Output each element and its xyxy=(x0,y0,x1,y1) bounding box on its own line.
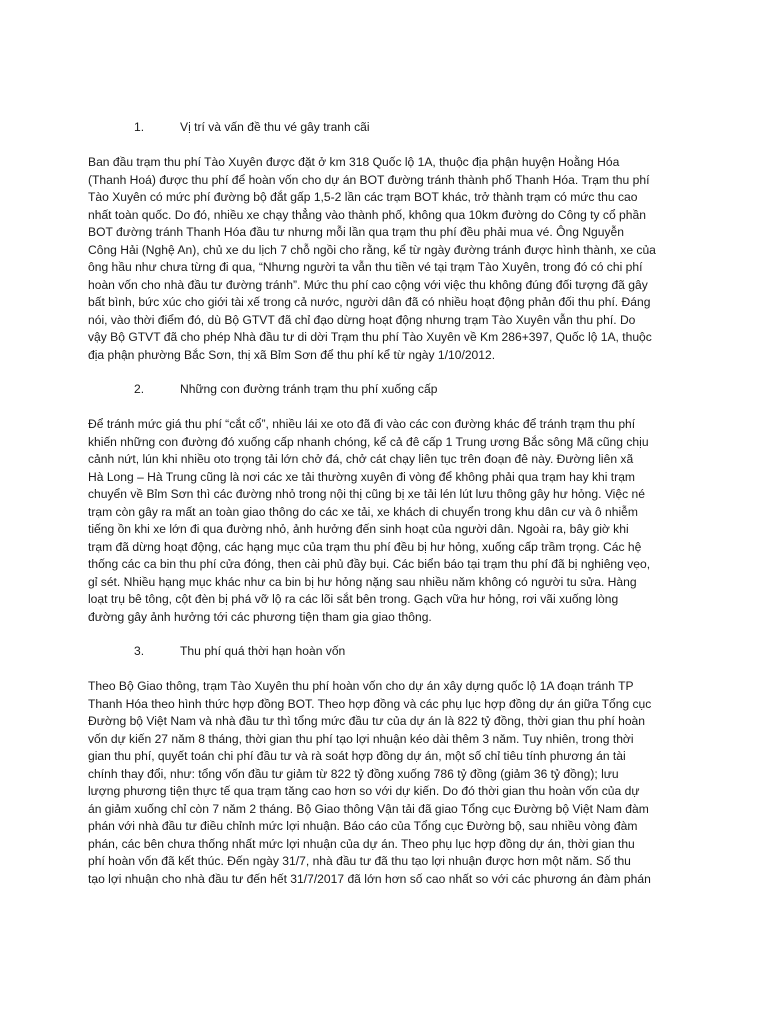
paragraph-line: Theo Bộ Giao thông, trạm Tào Xuyên thu phí hoàn vốn cho dự án xây dựng quốc lộ 1A đoạn tránh TP xyxy=(88,679,634,693)
document-page xyxy=(88,119,684,905)
paragraph-line: ông hầu như chưa từng đi qua, “Nhưng người ta vẫn thu tiền vé tại trạm Tào Xuyên, trong đó có chi phí xyxy=(88,260,643,274)
paragraph-line: hoàn vốn cho nhà đầu tư đường tránh”. Mức thu phí cao cộng với việc thu không đúng đối tượng đã gây xyxy=(88,277,648,292)
paragraph-line: nhất toàn quốc. Do đó, nhiều xe chạy thẳng vào thành phố, không qua 10km đường do Công ty cổ phần xyxy=(88,207,646,222)
paragraph-line: đường gây ảnh hưởng tới các phương tiện tham gia giao thông. xyxy=(88,609,432,624)
paragraph-line: án giảm xuống chỉ còn 7 năm 2 tháng. Bộ Giao thông Vận tải đã giao Tổng cục Đường bộ Việt Nam đàm xyxy=(88,801,649,816)
paragraph-line: nói, vào thời điểm đó, dù Bộ GTVT đã chỉ đạo dừng hoạt động nhưng trạm Tào Xuyên vẫn thu phí. Do xyxy=(88,312,636,327)
section-number: 2. xyxy=(134,382,145,396)
paragraph-line: Thanh Hóa theo hình thức hợp đồng BOT. Theo hợp đồng và các phụ lục hợp đồng dự án giữa Tổng cục xyxy=(88,696,652,711)
paragraph-line: gỉ sét. Nhiều hạng mục khác như ca bin bị hư hỏng nặng sau nhiều năm không có người tu sửa. Hàng xyxy=(88,574,637,589)
section-title: Thu phí quá thời hạn hoàn vốn xyxy=(180,644,346,658)
paragraph-line: Tào Xuyên có mức phí đường bộ đắt gấp 1,5-2 lần các trạm BOT khác, trở thành trạm có mức thu cao xyxy=(88,190,638,204)
paragraph-line: khiến những con đường đó xuống cấp nhanh chóng, kể cả đê cấp 1 Trung ương Bắc sông Mã cũng chịu xyxy=(88,434,649,449)
paragraph-line: phán với nhà đầu tư điều chỉnh mức lợi nhuận. Báo cáo của Tổng cục Đường bộ, sau nhiều vòng đàm xyxy=(88,819,638,833)
paragraph-line: Ban đầu trạm thu phí Tào Xuyên được đặt ở km 318 Quốc lộ 1A, thuộc địa phận huyện Hoằng Hóa xyxy=(88,155,620,169)
paragraph-line: địa phận phường Bắc Sơn, thị xã Bỉm Sơn để thu phí kể từ ngày 1/10/2012. xyxy=(88,347,496,362)
section-heading xyxy=(88,381,684,399)
paragraph-line: bất bình, bức xúc cho giới tài xế trong cả nước, người dân đã có nhiều hoạt động phản đối thu phí. Đáng xyxy=(88,295,651,309)
paragraph-line: phí hoàn vốn đã kết thúc. Đến ngày 31/7, nhà đầu tư đã thu tạo lợi nhuận được hơn một năm. Số thu xyxy=(88,854,631,868)
paragraph-line: tạo lợi nhuận cho nhà đầu tư đến hết 31/7/2017 đã lớn hơn số cao nhất so với các phương án đàm phán xyxy=(88,871,651,886)
section-heading xyxy=(88,119,684,137)
paragraph-line: chính thay đổi, như: tổng vốn đầu tư giảm từ 822 tỷ đồng xuống 786 tỷ đồng (giảm 36 tỷ đồng); lưu xyxy=(88,766,619,781)
paragraph-line: thống các ca bin thu phí cửa đóng, then cài phủ đầy bụi. Các biển báo tại trạm thu phí đã bị nghiêng vẹo, xyxy=(88,557,651,571)
paragraph-line: tiếng ồn khi xe lớn đi qua đường nhỏ, ảnh hưởng đến sinh hoạt của người dân. Ngoài ra, bây giờ khi xyxy=(88,522,629,536)
paragraph-line: Hà Long – Hà Trung cũng là nơi các xe tải thường xuyên đi vòng để không phải qua trạm hay khi trạm xyxy=(88,469,635,484)
paragraph-line: cảnh nứt, lún khi nhiều oto trọng tải lớn chở đá, chở cát chạy liên tục trên đoạn đê này. Đường liên xã xyxy=(88,452,634,466)
section-number: 1. xyxy=(134,120,145,134)
section-paragraph xyxy=(88,678,684,888)
paragraph-line: trạm đã dừng hoạt động, các hạng mục của trạm thu phí đều bị hư hỏng, xuống cấp trầm trọng. Các hệ xyxy=(88,539,642,554)
paragraph-line: gian thu phí, quyết toán chi phí đầu tư và rà soát hợp đồng dự án, một số chỉ tiêu tính phương án tài xyxy=(88,749,626,763)
paragraph-line: Để tránh mức giá thu phí “cắt cổ”, nhiều lái xe oto đã đi vào các con đường khác để tránh trạm thu phí xyxy=(88,417,636,431)
section-title: Vị trí và vấn đề thu vé gây tranh cãi xyxy=(180,120,370,134)
paragraph-line: loạt trụ bê tông, cột đèn bị phá vỡ lộ ra các lõi sắt bên trong. Gạch vữa hư hỏng, rơi vãi xuống lòng xyxy=(88,592,619,606)
section-title: Những con đường tránh trạm thu phí xuống cấp xyxy=(180,382,438,396)
paragraph-line: BOT đường tránh Thanh Hóa đầu tư nhưng mỗi lần qua trạm thu phí đều phải mua vé. Ông Nguyễn xyxy=(88,225,625,239)
section-paragraph xyxy=(88,416,684,626)
paragraph-line: lượng phương tiện thực tế qua trạm tăng cao hơn so với dự kiến. Do đó thời gian thu hoàn vốn của dự xyxy=(88,784,640,798)
paragraph-line: (Thanh Hoá) được thu phí để hoàn vốn cho dự án BOT đường tránh thành phố Thanh Hóa. Trạm thu phí xyxy=(88,172,650,187)
section-number: 3. xyxy=(134,644,145,658)
paragraph-line: phán, các bên chưa thống nhất mức lợi nhuận của dự án. Theo phụ lục hợp đồng dự án, thời gian thu xyxy=(88,836,635,851)
paragraph-line: vốn dự kiến 27 năm 8 tháng, thời gian thu phí tạo lợi nhuận kéo dài thêm 3 năm. Tuy nhiên, trong thời xyxy=(88,731,634,746)
section-paragraph xyxy=(88,154,684,364)
paragraph-line: vậy Bộ GTVT đã cho phép Nhà đầu tư di dời Trạm thu phí Tào Xuyên về Km 286+397, Quốc lộ 1A, thuộc xyxy=(88,330,652,344)
paragraph-line: chuyển về Bỉm Sơn thì các đường nhỏ trong nội thị cũng bị xe tải lén lút lưu thông gây hư hỏng. Việc né xyxy=(88,487,645,501)
paragraph-line: Đường bộ Việt Nam và nhà đầu tư thì tổng mức đầu tư của dự án là 822 tỷ đồng, thời gian thu phí hoàn xyxy=(88,714,646,728)
paragraph-line: Công Hải (Nghệ An), chủ xe du lịch 7 chỗ ngồi cho rằng, kể từ ngày đường tránh được hình thành, xe của xyxy=(88,242,656,257)
section-heading xyxy=(88,643,684,661)
paragraph-line: trạm còn gây ra mất an toàn giao thông do các xe tải, xe khách di chuyển trong khu dân cư và ô nhiễm xyxy=(88,504,638,519)
